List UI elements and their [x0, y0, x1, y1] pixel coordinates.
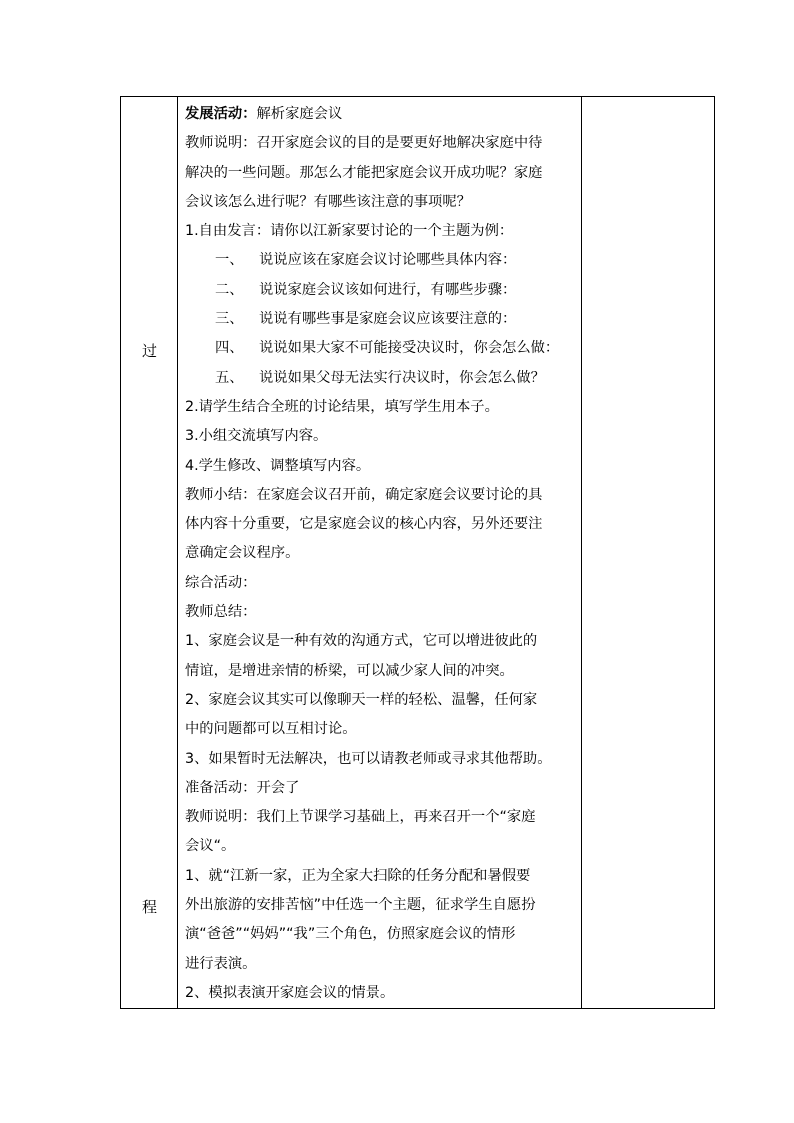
text-line: 进行表演。	[185, 955, 257, 972]
content-body	[178, 97, 581, 1008]
text-line: 3.小组交流填写内容。	[185, 428, 328, 445]
text-line: 3、如果暂时无法解决，也可以请教老师或寻求其他帮助。	[185, 750, 552, 767]
list-item-number: 一、	[215, 252, 244, 269]
text-line: 2.请学生结合全班的讨论结果，填写学生用本子。	[185, 398, 499, 415]
list-item-text: 说说家庭会议该如何进行，有哪些步骤：	[259, 281, 517, 298]
lesson-table	[120, 96, 715, 1009]
section-heading-development	[185, 100, 577, 129]
text-line: 教师说明：我们上节课学习基础上，再来召开一个“家庭	[185, 809, 536, 826]
list-item	[185, 276, 577, 305]
text-line: 1.自由发言：请你以江新家要讨论的一个主题为例：	[185, 223, 514, 240]
text-line: 教师总结：	[185, 604, 257, 621]
content-cell	[178, 97, 582, 1009]
text-line: 外出旅游的安排苦恼”中任选一个主题，征求学生自愿扮	[185, 897, 536, 914]
text-line: 中的问题都可以互相讨论。	[185, 721, 357, 738]
list-item-text: 说说如果父母无法实行决议时，你会怎么做？	[259, 369, 545, 386]
text-line: 1、家庭会议是一种有效的沟通方式，它可以增进彼此的	[185, 633, 538, 650]
notes-cell	[582, 97, 715, 1009]
list-item	[185, 305, 577, 334]
text-line: 4.学生修改、调整填写内容。	[185, 457, 371, 474]
heading-text: 解析家庭会议	[256, 106, 343, 122]
list-item-number: 五、	[215, 369, 244, 386]
text-line: 演“爸爸”“妈妈”“我”三个角色，仿照家庭会议的情形	[185, 926, 516, 943]
list-item-number: 三、	[215, 311, 244, 328]
list-item	[185, 334, 577, 363]
text-line: 体内容十分重要，它是家庭会议的核心内容，另外还要注	[185, 516, 543, 533]
text-line: 会议该怎么进行呢？有哪些该注意的事项呢？	[185, 193, 471, 210]
text-line: 2、家庭会议其实可以像聊天一样的轻松、温馨，任何家	[185, 691, 538, 708]
text-line: 教师说明：召开家庭会议的目的是要更好地解决家庭中待	[185, 135, 543, 152]
text-line: 意确定会议程序。	[185, 545, 300, 562]
list-item-number: 二、	[215, 281, 244, 298]
side-label-bottom: 程	[141, 898, 157, 916]
list-item-text: 说说应该在家庭会议讨论哪些具体内容：	[259, 252, 517, 269]
table-row	[121, 97, 715, 1009]
text-line: 1、就“江新一家，正为全家大扫除的任务分配和暑假要	[185, 867, 531, 884]
side-label-top: 过	[141, 342, 157, 360]
text-line: 教师小结：在家庭会议召开前，确定家庭会议要讨论的具	[185, 486, 543, 503]
text-line: 解决的一些问题。那怎么才能把家庭会议开成功呢？家庭	[185, 164, 543, 181]
text-line: 情谊，是增进亲情的桥梁，可以减少家人间的冲突。	[185, 662, 514, 679]
heading-label: 发展活动：	[185, 106, 257, 122]
list-item	[185, 246, 577, 275]
text-line: 2、模拟表演开家庭会议的情景。	[185, 984, 395, 1001]
side-label-cell	[121, 97, 178, 1009]
list-item-text: 说说如果大家不可能接受决议时，你会怎么做：	[259, 340, 560, 357]
list-item-text: 说说有哪些事是家庭会议应该要注意的：	[259, 311, 517, 328]
section-heading-summary: 综合活动：	[185, 574, 257, 591]
list-item	[185, 364, 577, 393]
section-heading-preparation: 准备活动：开会了	[185, 779, 300, 796]
list-item-number: 四、	[215, 340, 244, 357]
text-line: 会议“。	[185, 838, 236, 855]
